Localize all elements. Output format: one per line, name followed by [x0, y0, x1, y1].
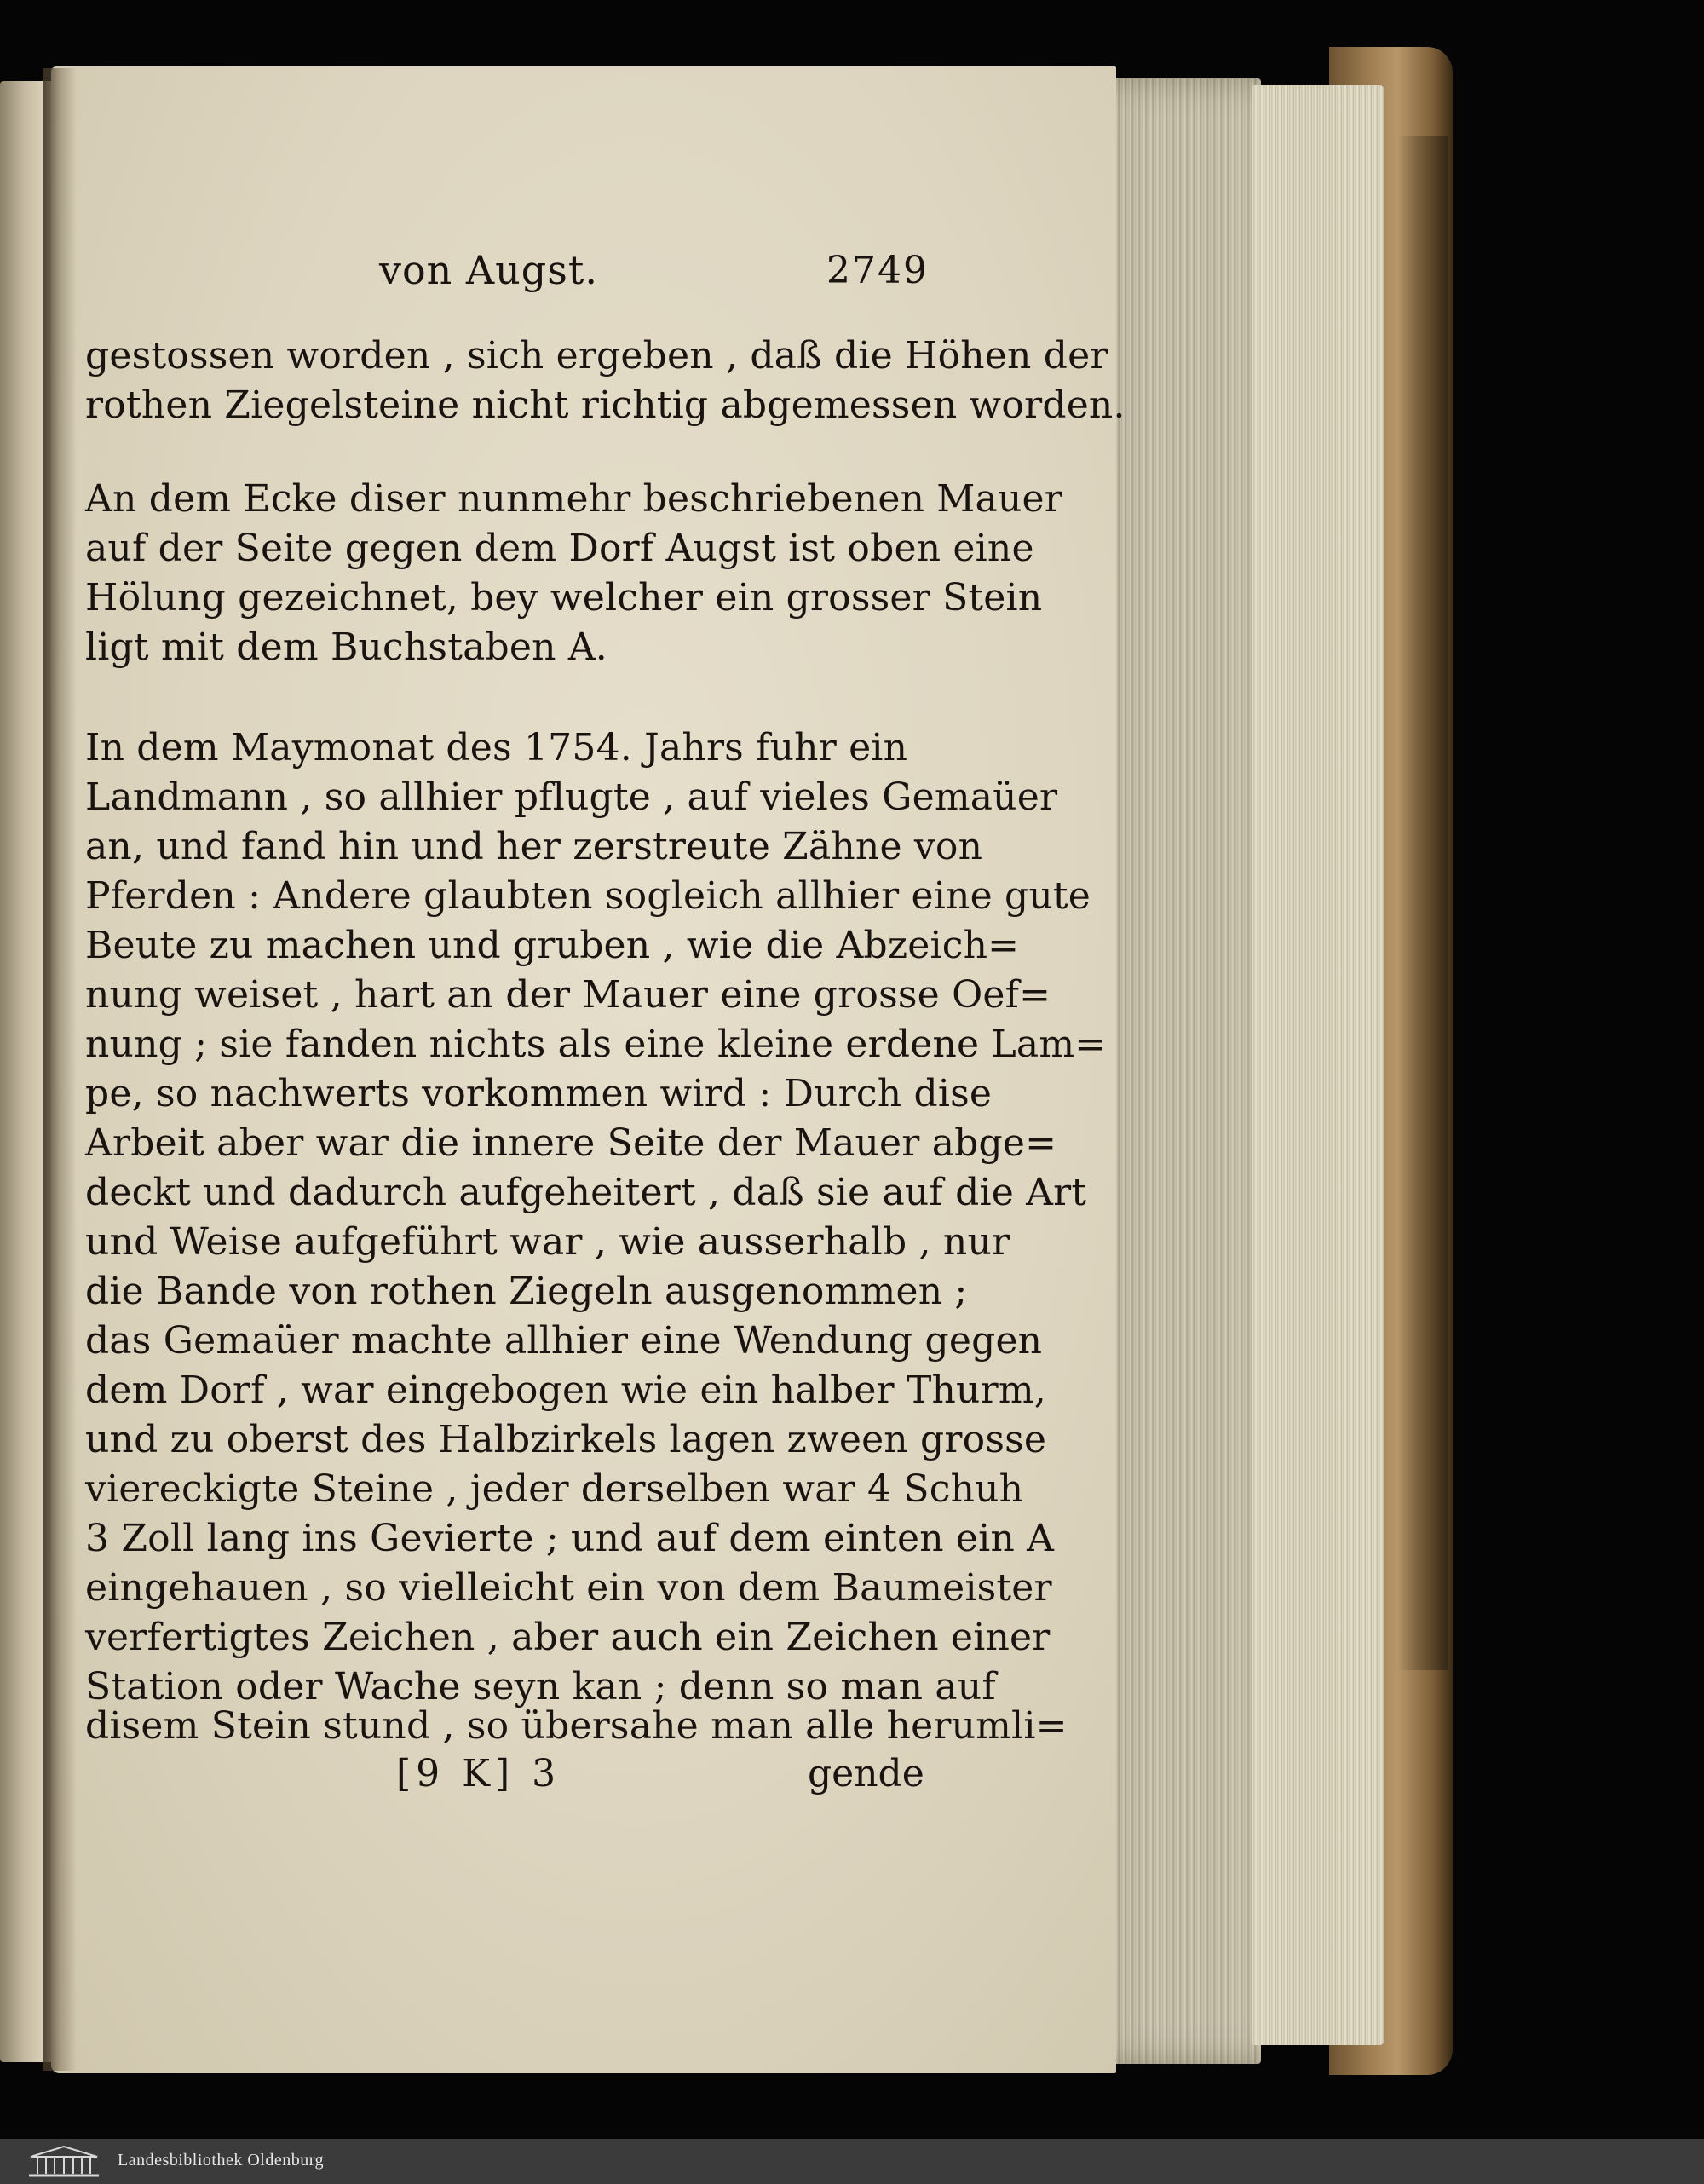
text-line: Beute zu machen und gruben , wie die Abzeich= — [85, 924, 1020, 967]
text-line: ligt mit dem Buchstaben A. — [85, 625, 607, 669]
library-name: Landesbibliothek Oldenburg — [118, 2151, 325, 2170]
text-line: und Weise aufgeführt war , wie ausserhalb , nur — [85, 1220, 1010, 1264]
text-line: pe, so nachwerts vorkommen wird : Durch dise — [85, 1072, 993, 1115]
library-building-icon — [27, 2145, 101, 2179]
text-line: und zu oberst des Halbzirkels lagen zween grosse — [85, 1418, 1047, 1461]
text-line: an, und fand hin und her zerstreute Zähne von — [85, 825, 983, 868]
text-line: dem Dorf , war eingebogen wie ein halber Thurm, — [85, 1369, 1046, 1412]
text-line: eingehauen , so vielleicht ein von dem Baumeister — [85, 1566, 1052, 1610]
text-line: verfertigtes Zeichen , aber auch ein Zeichen einer — [85, 1616, 1051, 1659]
text-line: die Bande von rothen Ziegeln ausgenommen ; — [85, 1270, 968, 1313]
text-line: An dem Ecke diser nunmehr beschriebenen Mauer — [85, 477, 1062, 521]
text-line: Arbeit aber war die innere Seite der Mauer abge= — [85, 1121, 1057, 1165]
page-number: 2749 — [826, 249, 929, 292]
text-line: auf der Seite gegen dem Dorf Augst ist oben eine — [85, 527, 1034, 570]
text-line: 3 Zoll lang ins Gevierte ; und auf dem einten ein A — [85, 1517, 1055, 1560]
text-line: nung ; sie fanden nichts als eine kleine erdene Lam= — [85, 1023, 1107, 1066]
text-line: In dem Maymonat des 1754. Jahrs fuhr ein — [85, 726, 908, 769]
text-line: Landmann , so allhier pflugte , auf vieles Gemaüer — [85, 775, 1058, 819]
text-line: rothen Ziegelsteine nicht richtig abgemessen worden. — [85, 383, 1125, 427]
text-line: gestossen worden , sich ergeben , daß die Höhen der — [85, 334, 1108, 377]
text-line: nung weiset , hart an der Mauer eine grosse Oef= — [85, 973, 1051, 1017]
running-head: von Augst. — [379, 247, 598, 293]
text-line: viereckigte Steine , jeder derselben war 4 Schuh — [85, 1467, 1024, 1511]
text-line: disem Stein stund , so übersahe man alle herumli= — [85, 1704, 1068, 1748]
text-line: Pferden : Andere glaubten sogleich allhier eine gute — [85, 874, 1091, 918]
text-line: deckt und dadurch aufgeheitert , daß sie auf die Art — [85, 1171, 1087, 1214]
catchword: gende — [808, 1752, 924, 1795]
text-line: das Gemaüer machte allhier eine Wendung gegen — [85, 1319, 1043, 1363]
text-line: Hölung gezeichnet, bey welcher ein grosser Stein — [85, 576, 1043, 619]
signature-mark: [9 K] 3 — [396, 1752, 561, 1795]
text-line: Station oder Wache seyn kan ; denn so man auf — [85, 1665, 996, 1709]
